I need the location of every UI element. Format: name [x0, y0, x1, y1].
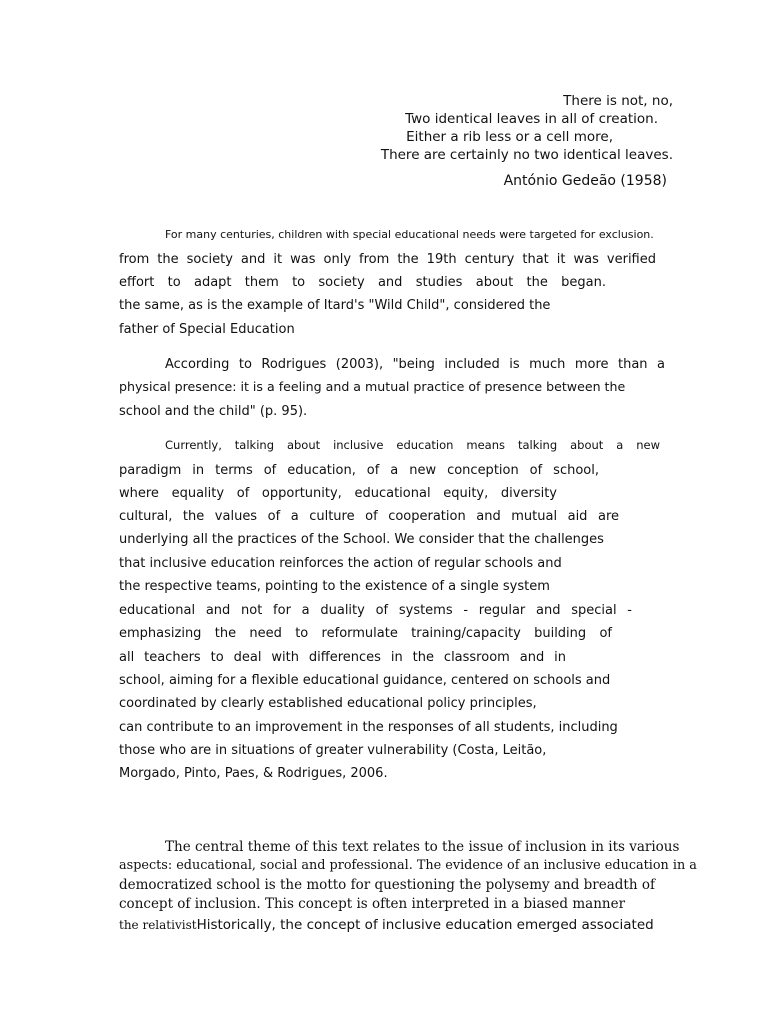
text-line: those who are in situations of greater vulnerability (Costa, Leitão, [119, 743, 547, 758]
text-line: physical presence: it is a feeling and a mutual practice of presence between the [119, 379, 626, 394]
epigraph-line: There are certainly no two identical leaves. [380, 147, 673, 163]
text-line: educational and not for a duality of systems - regular and special - [119, 603, 632, 618]
text-line: Currently, talking about inclusive education means talking about a new [165, 438, 660, 452]
text-line: effort to adapt them to society and studies about the began. [119, 275, 606, 290]
text-line: coordinated by clearly established educational policy principles, [119, 696, 537, 711]
text-line: can contribute to an improvement in the responses of all students, including [119, 720, 618, 735]
text-line: underlying all the practices of the School. We consider that the challenges [119, 532, 604, 547]
epigraph-line: Either a rib less or a cell more, [406, 129, 613, 145]
text-line: concept of inclusion. This concept is often interpreted in a biased manner [119, 896, 626, 912]
text-line: all teachers to deal with differences in the classroom and in [119, 650, 566, 665]
text-line: Morgado, Pinto, Paes, & Rodrigues, 2006. [119, 766, 388, 781]
epigraph-attribution: António Gedeão (1958) [503, 173, 667, 189]
text-line: For many centuries, children with special educational needs were targeted for exclusion. [165, 228, 654, 241]
text-line: school and the child" (p. 95). [119, 404, 308, 419]
text-line-mixed [119, 916, 654, 933]
text-line: the same, as is the example of Itard's "Wild Child", considered the [119, 298, 551, 313]
text-line: father of Special Education [119, 322, 295, 337]
text-line: The central theme of this text relates to the issue of inclusion in its various [165, 839, 680, 855]
epigraph-line: There is not, no, [563, 93, 673, 109]
text-line: paradigm in terms of education, of a new conception of school, [119, 463, 599, 478]
text-line: from the society and it was only from the 19th century that it was verified [119, 252, 656, 267]
text-line: democratized school is the motto for questioning the polysemy and breadth of [119, 877, 655, 893]
text-line: According to Rodrigues (2003), "being included is much more than a [165, 357, 665, 372]
text-line: school, aiming for a flexible educational guidance, centered on schools and [119, 673, 611, 688]
epigraph-line: Two identical leaves in all of creation. [405, 111, 658, 127]
text-line: emphasizing the need to reformulate training/capacity building of [119, 626, 612, 641]
text-line: the respective teams, pointing to the existence of a single system [119, 579, 550, 594]
text-fragment-sans: Historically, the concept of inclusive education emerged associated [196, 917, 654, 933]
text-line: where equality of opportunity, educational equity, diversity [119, 486, 557, 501]
text-line: aspects: educational, social and professional. The evidence of an inclusive education in a [119, 858, 697, 873]
text-line: cultural, the values of a culture of cooperation and mutual aid are [119, 509, 619, 524]
text-line: that inclusive education reinforces the action of regular schools and [119, 556, 562, 571]
text-fragment-serif: the relativist [119, 918, 197, 932]
